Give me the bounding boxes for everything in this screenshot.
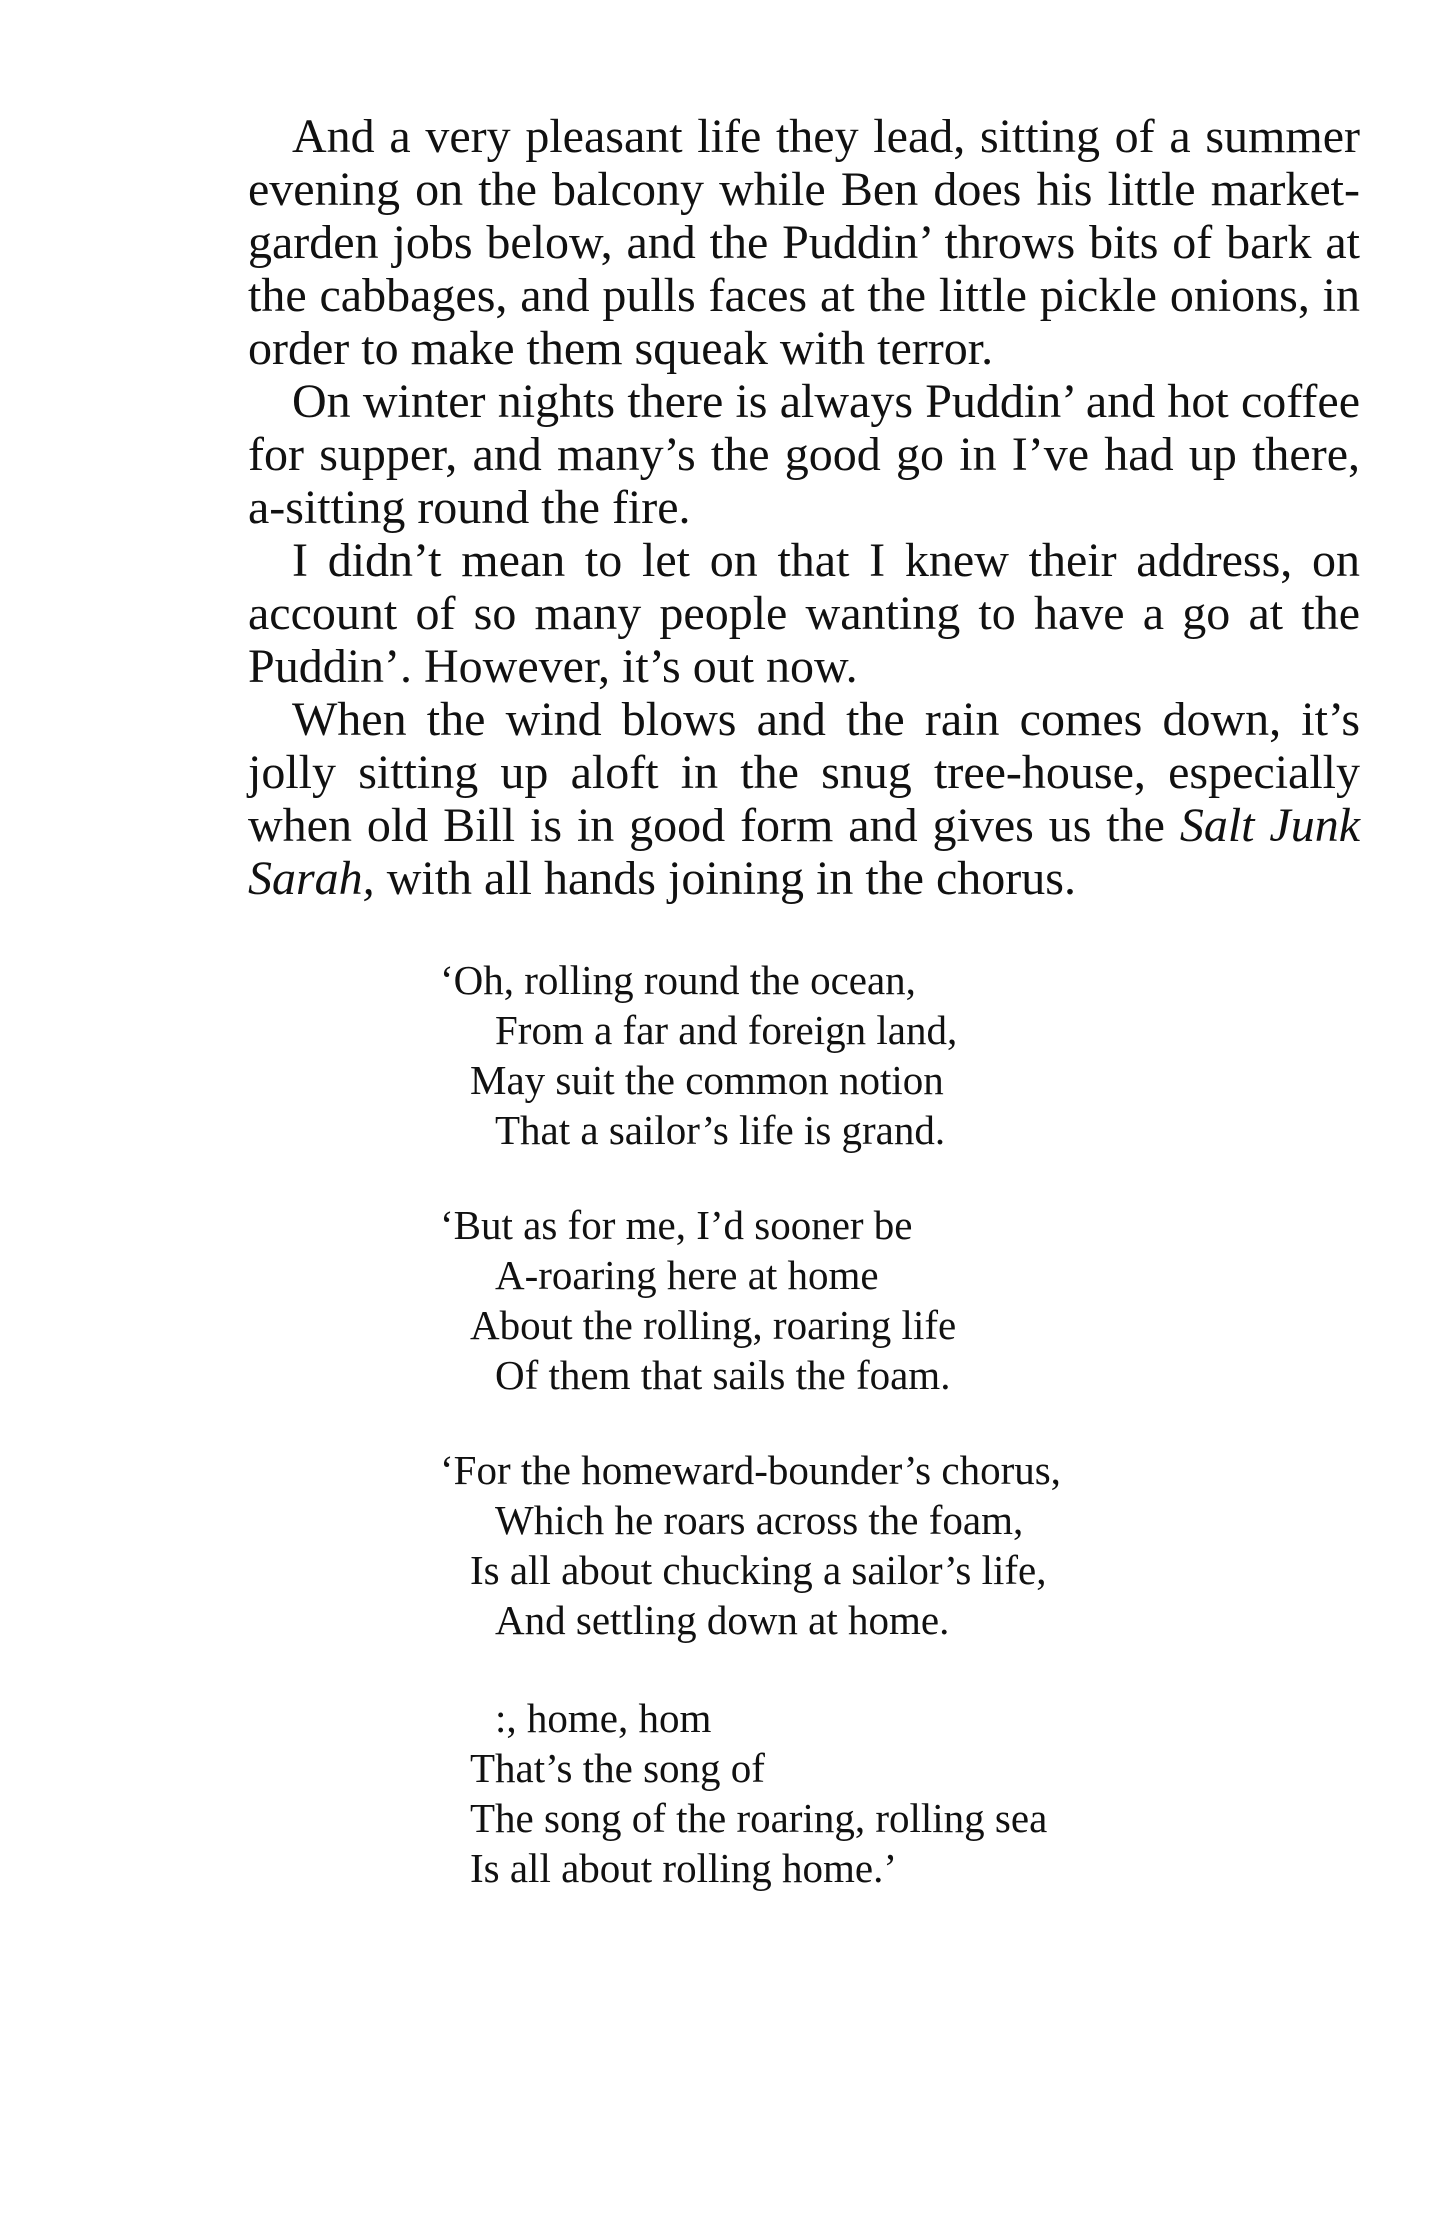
verse-line: That a sailor’s life is grand. bbox=[495, 1107, 946, 1153]
song-stanza bbox=[440, 1693, 1047, 1893]
verse-line: :, home, hom bbox=[495, 1695, 712, 1741]
verse-line: About the rolling, roaring life bbox=[470, 1302, 957, 1348]
verse-line: From a far and foreign land, bbox=[495, 1007, 958, 1053]
paragraph-last bbox=[248, 693, 1360, 905]
verse-line: A-roaring here at home bbox=[495, 1252, 879, 1298]
verse-line: The song of the roaring, rolling sea bbox=[470, 1795, 1048, 1841]
verse-line: May suit the common notion bbox=[470, 1057, 944, 1103]
paragraph: I didn’t mean to let on that I knew their address, on account of so many people wanting to have a go at the Puddin’. However, it’s out now. bbox=[248, 534, 1360, 693]
song-title: Salt Junk Sarah, bbox=[248, 799, 1360, 905]
verse-line: ‘For the homeward-bounder’s chorus, bbox=[440, 1447, 1061, 1493]
verse-line: ‘Oh, rolling round the ocean, bbox=[440, 957, 916, 1003]
song-stanza bbox=[440, 1200, 956, 1400]
verse-line: Is all about chucking a sailor’s life, bbox=[470, 1547, 1047, 1593]
verse-line: ‘But as for me, I’d sooner be bbox=[440, 1202, 913, 1248]
song-stanza bbox=[440, 1445, 1061, 1645]
paragraph-text: When the wind blows and the rain comes down, it’s jolly sitting up aloft in the snug tree-house, especially when old Bill is in good form and gives us the bbox=[248, 693, 1360, 852]
verse-line: And settling down at home. bbox=[495, 1597, 950, 1643]
prose-body bbox=[248, 110, 1360, 905]
song-stanza bbox=[440, 955, 957, 1155]
verse-line: Of them that sails the foam. bbox=[495, 1352, 951, 1398]
verse-line: That’s the song of bbox=[470, 1745, 765, 1791]
paragraph: On winter nights there is always Puddin’ and hot coffee for supper, and many’s the good go in I’ve had up there, a-sitting round the fire. bbox=[248, 375, 1360, 534]
paragraph-text: with all hands joining in the chorus. bbox=[374, 852, 1076, 905]
verse-line: Which he roars across the foam, bbox=[495, 1497, 1024, 1543]
verse-line: Is all about rolling home.’ bbox=[470, 1845, 897, 1891]
paragraph: And a very pleasant life they lead, sitting of a summer evening on the balcony while Ben does his little market-garden jobs below, and the Puddin’ throws bits of bark at the cabbages, and pulls faces at the little pickle onions, in order to make them squeak with terror. bbox=[248, 110, 1360, 375]
